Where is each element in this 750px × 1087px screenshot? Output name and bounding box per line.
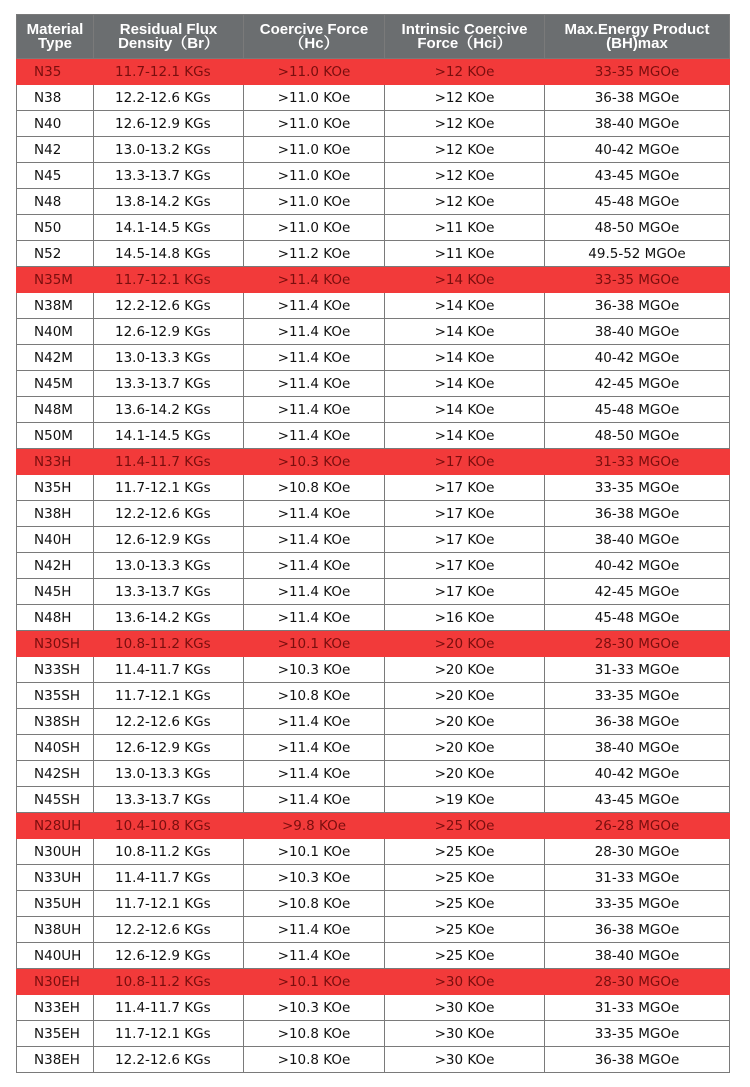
cell-coercive-force: >10.3 KOe (244, 657, 385, 683)
cell-residual-flux: 13.3-13.7 KGs (94, 787, 244, 813)
cell-material-type: N45H (17, 579, 94, 605)
table-row (17, 475, 730, 501)
cell-material-type: N30SH (17, 631, 94, 657)
cell-residual-flux: 12.2-12.6 KGs (94, 85, 244, 111)
cell-residual-flux: 13.6-14.2 KGs (94, 605, 244, 631)
cell-material-type: N50 (17, 215, 94, 241)
cell-residual-flux: 13.0-13.2 KGs (94, 137, 244, 163)
table-row (17, 1021, 730, 1047)
cell-coercive-force: >11.4 KOe (244, 293, 385, 319)
cell-intrinsic-coercive-force: >25 KOe (385, 917, 545, 943)
cell-max-energy-product: 48-50 MGOe (545, 215, 730, 241)
cell-residual-flux: 11.7-12.1 KGs (94, 1021, 244, 1047)
cell-max-energy-product: 42-45 MGOe (545, 579, 730, 605)
cell-intrinsic-coercive-force: >30 KOe (385, 1047, 545, 1073)
cell-max-energy-product: 26-28 MGOe (545, 813, 730, 839)
cell-coercive-force: >10.3 KOe (244, 449, 385, 475)
cell-material-type: N35EH (17, 1021, 94, 1047)
table-row (17, 943, 730, 969)
cell-intrinsic-coercive-force: >20 KOe (385, 709, 545, 735)
table-row (17, 683, 730, 709)
cell-intrinsic-coercive-force: >12 KOe (385, 111, 545, 137)
cell-residual-flux: 13.0-13.3 KGs (94, 553, 244, 579)
header-label-line2: （Hc） (289, 34, 339, 52)
table-row (17, 891, 730, 917)
table-row-highlighted (17, 267, 730, 293)
cell-intrinsic-coercive-force: >11 KOe (385, 215, 545, 241)
header-label-line2: (BH)max (606, 34, 668, 52)
header-label-line2: Density（Br） (118, 34, 219, 52)
cell-material-type: N38EH (17, 1047, 94, 1073)
cell-max-energy-product: 38-40 MGOe (545, 943, 730, 969)
header-label-line1: Intrinsic Coercive (401, 20, 528, 38)
cell-material-type: N42H (17, 553, 94, 579)
header-label-line1: Coercive Force (259, 20, 369, 38)
cell-coercive-force: >11.4 KOe (244, 423, 385, 449)
cell-coercive-force: >11.4 KOe (244, 761, 385, 787)
table-row (17, 163, 730, 189)
cell-max-energy-product: 33-35 MGOe (545, 59, 730, 85)
cell-intrinsic-coercive-force: >30 KOe (385, 995, 545, 1021)
cell-intrinsic-coercive-force: >12 KOe (385, 189, 545, 215)
cell-material-type: N30UH (17, 839, 94, 865)
cell-residual-flux: 12.6-12.9 KGs (94, 527, 244, 553)
cell-max-energy-product: 36-38 MGOe (545, 501, 730, 527)
cell-intrinsic-coercive-force: >30 KOe (385, 969, 545, 995)
cell-coercive-force: >11.4 KOe (244, 501, 385, 527)
cell-coercive-force: >11.4 KOe (244, 371, 385, 397)
cell-material-type: N40H (17, 527, 94, 553)
cell-coercive-force: >11.0 KOe (244, 111, 385, 137)
cell-coercive-force: >11.0 KOe (244, 215, 385, 241)
cell-residual-flux: 14.5-14.8 KGs (94, 241, 244, 267)
table-row-highlighted (17, 969, 730, 995)
cell-residual-flux: 13.6-14.2 KGs (94, 397, 244, 423)
cell-coercive-force: >11.4 KOe (244, 345, 385, 371)
cell-max-energy-product: 31-33 MGOe (545, 657, 730, 683)
cell-residual-flux: 10.8-11.2 KGs (94, 839, 244, 865)
table-row (17, 865, 730, 891)
table-row (17, 85, 730, 111)
header-row (17, 15, 730, 59)
cell-max-energy-product: 31-33 MGOe (545, 995, 730, 1021)
table-row (17, 215, 730, 241)
cell-material-type: N52 (17, 241, 94, 267)
cell-residual-flux: 12.2-12.6 KGs (94, 709, 244, 735)
cell-residual-flux: 13.3-13.7 KGs (94, 163, 244, 189)
cell-material-type: N40UH (17, 943, 94, 969)
cell-intrinsic-coercive-force: >20 KOe (385, 761, 545, 787)
cell-coercive-force: >11.4 KOe (244, 267, 385, 293)
cell-coercive-force: >11.0 KOe (244, 189, 385, 215)
table-row (17, 995, 730, 1021)
header-label-line2: Force（Hci） (417, 34, 512, 52)
cell-intrinsic-coercive-force: >14 KOe (385, 371, 545, 397)
cell-residual-flux: 11.7-12.1 KGs (94, 267, 244, 293)
cell-max-energy-product: 36-38 MGOe (545, 85, 730, 111)
cell-coercive-force: >11.0 KOe (244, 59, 385, 85)
cell-coercive-force: >11.4 KOe (244, 397, 385, 423)
cell-intrinsic-coercive-force: >20 KOe (385, 631, 545, 657)
cell-coercive-force: >10.3 KOe (244, 995, 385, 1021)
cell-max-energy-product: 42-45 MGOe (545, 371, 730, 397)
cell-material-type: N45 (17, 163, 94, 189)
cell-max-energy-product: 36-38 MGOe (545, 917, 730, 943)
header-material-type (17, 15, 94, 59)
cell-intrinsic-coercive-force: >17 KOe (385, 527, 545, 553)
cell-coercive-force: >11.4 KOe (244, 787, 385, 813)
table-row-highlighted (17, 631, 730, 657)
header-label-line1: Max.Energy Product (564, 20, 710, 38)
cell-residual-flux: 11.7-12.1 KGs (94, 59, 244, 85)
table-row (17, 241, 730, 267)
cell-residual-flux: 12.6-12.9 KGs (94, 111, 244, 137)
cell-intrinsic-coercive-force: >12 KOe (385, 163, 545, 189)
cell-material-type: N35 (17, 59, 94, 85)
table-row (17, 111, 730, 137)
cell-intrinsic-coercive-force: >16 KOe (385, 605, 545, 631)
cell-residual-flux: 11.4-11.7 KGs (94, 995, 244, 1021)
cell-max-energy-product: 45-48 MGOe (545, 189, 730, 215)
cell-intrinsic-coercive-force: >20 KOe (385, 683, 545, 709)
header-label-line1: Material (26, 20, 84, 38)
cell-max-energy-product: 38-40 MGOe (545, 527, 730, 553)
cell-material-type: N42SH (17, 761, 94, 787)
cell-coercive-force: >10.3 KOe (244, 865, 385, 891)
cell-residual-flux: 14.1-14.5 KGs (94, 215, 244, 241)
cell-residual-flux: 12.6-12.9 KGs (94, 319, 244, 345)
cell-max-energy-product: 31-33 MGOe (545, 865, 730, 891)
cell-residual-flux: 13.3-13.7 KGs (94, 371, 244, 397)
cell-material-type: N35H (17, 475, 94, 501)
table-row (17, 137, 730, 163)
cell-max-energy-product: 43-45 MGOe (545, 163, 730, 189)
magnet-grade-table (16, 14, 730, 1073)
header-label-line2: Type (38, 34, 72, 52)
cell-intrinsic-coercive-force: >30 KOe (385, 1021, 545, 1047)
cell-intrinsic-coercive-force: >25 KOe (385, 813, 545, 839)
cell-residual-flux: 12.6-12.9 KGs (94, 943, 244, 969)
cell-residual-flux: 11.4-11.7 KGs (94, 865, 244, 891)
table-row-highlighted (17, 449, 730, 475)
cell-material-type: N48H (17, 605, 94, 631)
cell-max-energy-product: 33-35 MGOe (545, 1021, 730, 1047)
cell-coercive-force: >11.4 KOe (244, 917, 385, 943)
cell-material-type: N50M (17, 423, 94, 449)
table-row (17, 605, 730, 631)
table-row (17, 1047, 730, 1073)
cell-max-energy-product: 28-30 MGOe (545, 969, 730, 995)
cell-coercive-force: >11.4 KOe (244, 605, 385, 631)
table-header (17, 15, 730, 59)
cell-residual-flux: 11.4-11.7 KGs (94, 449, 244, 475)
cell-residual-flux: 10.8-11.2 KGs (94, 631, 244, 657)
cell-max-energy-product: 28-30 MGOe (545, 839, 730, 865)
cell-max-energy-product: 36-38 MGOe (545, 1047, 730, 1073)
table-row (17, 319, 730, 345)
cell-coercive-force: >10.1 KOe (244, 839, 385, 865)
header-residual-flux-density (94, 15, 244, 59)
cell-max-energy-product: 28-30 MGOe (545, 631, 730, 657)
cell-coercive-force: >11.0 KOe (244, 85, 385, 111)
table-row (17, 839, 730, 865)
cell-residual-flux: 12.2-12.6 KGs (94, 293, 244, 319)
cell-material-type: N35UH (17, 891, 94, 917)
cell-material-type: N33UH (17, 865, 94, 891)
cell-residual-flux: 14.1-14.5 KGs (94, 423, 244, 449)
cell-max-energy-product: 36-38 MGOe (545, 709, 730, 735)
cell-max-energy-product: 33-35 MGOe (545, 891, 730, 917)
cell-max-energy-product: 45-48 MGOe (545, 605, 730, 631)
cell-coercive-force: >11.2 KOe (244, 241, 385, 267)
cell-max-energy-product: 33-35 MGOe (545, 475, 730, 501)
cell-residual-flux: 11.7-12.1 KGs (94, 891, 244, 917)
cell-max-energy-product: 48-50 MGOe (545, 423, 730, 449)
cell-material-type: N33EH (17, 995, 94, 1021)
cell-material-type: N42 (17, 137, 94, 163)
cell-material-type: N30EH (17, 969, 94, 995)
table-row (17, 761, 730, 787)
cell-material-type: N38SH (17, 709, 94, 735)
cell-coercive-force: >11.4 KOe (244, 527, 385, 553)
cell-material-type: N35SH (17, 683, 94, 709)
cell-intrinsic-coercive-force: >12 KOe (385, 85, 545, 111)
cell-material-type: N28UH (17, 813, 94, 839)
cell-max-energy-product: 38-40 MGOe (545, 111, 730, 137)
cell-residual-flux: 13.3-13.7 KGs (94, 579, 244, 605)
cell-material-type: N38 (17, 85, 94, 111)
cell-residual-flux: 10.4-10.8 KGs (94, 813, 244, 839)
cell-intrinsic-coercive-force: >14 KOe (385, 397, 545, 423)
cell-material-type: N38M (17, 293, 94, 319)
cell-coercive-force: >10.8 KOe (244, 1021, 385, 1047)
table-row (17, 709, 730, 735)
table-row-highlighted (17, 59, 730, 85)
cell-material-type: N48M (17, 397, 94, 423)
cell-residual-flux: 11.7-12.1 KGs (94, 683, 244, 709)
cell-intrinsic-coercive-force: >12 KOe (385, 59, 545, 85)
cell-coercive-force: >11.0 KOe (244, 163, 385, 189)
cell-intrinsic-coercive-force: >17 KOe (385, 553, 545, 579)
cell-max-energy-product: 31-33 MGOe (545, 449, 730, 475)
cell-intrinsic-coercive-force: >14 KOe (385, 293, 545, 319)
table-row (17, 397, 730, 423)
cell-coercive-force: >10.8 KOe (244, 475, 385, 501)
cell-material-type: N45M (17, 371, 94, 397)
table-row (17, 371, 730, 397)
table-row (17, 579, 730, 605)
cell-material-type: N38UH (17, 917, 94, 943)
table-row (17, 735, 730, 761)
cell-material-type: N38H (17, 501, 94, 527)
cell-residual-flux: 12.2-12.6 KGs (94, 917, 244, 943)
cell-material-type: N48 (17, 189, 94, 215)
cell-intrinsic-coercive-force: >25 KOe (385, 865, 545, 891)
cell-max-energy-product: 40-42 MGOe (545, 553, 730, 579)
cell-coercive-force: >10.1 KOe (244, 969, 385, 995)
table-row-highlighted (17, 813, 730, 839)
cell-residual-flux: 12.6-12.9 KGs (94, 735, 244, 761)
cell-coercive-force: >11.4 KOe (244, 709, 385, 735)
cell-intrinsic-coercive-force: >25 KOe (385, 839, 545, 865)
cell-intrinsic-coercive-force: >17 KOe (385, 475, 545, 501)
cell-residual-flux: 11.4-11.7 KGs (94, 657, 244, 683)
cell-material-type: N45SH (17, 787, 94, 813)
cell-residual-flux: 12.2-12.6 KGs (94, 1047, 244, 1073)
table-row (17, 345, 730, 371)
cell-material-type: N35M (17, 267, 94, 293)
table-row (17, 657, 730, 683)
cell-intrinsic-coercive-force: >25 KOe (385, 891, 545, 917)
cell-coercive-force: >10.8 KOe (244, 683, 385, 709)
cell-material-type: N40 (17, 111, 94, 137)
table-row (17, 787, 730, 813)
cell-intrinsic-coercive-force: >14 KOe (385, 267, 545, 293)
cell-intrinsic-coercive-force: >19 KOe (385, 787, 545, 813)
table-row (17, 501, 730, 527)
cell-intrinsic-coercive-force: >14 KOe (385, 345, 545, 371)
cell-material-type: N33H (17, 449, 94, 475)
cell-intrinsic-coercive-force: >20 KOe (385, 735, 545, 761)
cell-intrinsic-coercive-force: >14 KOe (385, 319, 545, 345)
cell-coercive-force: >11.4 KOe (244, 579, 385, 605)
table-row (17, 527, 730, 553)
cell-intrinsic-coercive-force: >17 KOe (385, 449, 545, 475)
cell-max-energy-product: 38-40 MGOe (545, 319, 730, 345)
cell-max-energy-product: 49.5-52 MGOe (545, 241, 730, 267)
header-intrinsic-coercive-force (385, 15, 545, 59)
cell-max-energy-product: 45-48 MGOe (545, 397, 730, 423)
cell-intrinsic-coercive-force: >17 KOe (385, 579, 545, 605)
cell-residual-flux: 12.2-12.6 KGs (94, 501, 244, 527)
cell-coercive-force: >10.8 KOe (244, 1047, 385, 1073)
table-row (17, 189, 730, 215)
cell-intrinsic-coercive-force: >25 KOe (385, 943, 545, 969)
table-row (17, 423, 730, 449)
cell-coercive-force: >10.8 KOe (244, 891, 385, 917)
table-row (17, 293, 730, 319)
cell-material-type: N40SH (17, 735, 94, 761)
cell-max-energy-product: 40-42 MGOe (545, 345, 730, 371)
cell-intrinsic-coercive-force: >11 KOe (385, 241, 545, 267)
cell-max-energy-product: 36-38 MGOe (545, 293, 730, 319)
cell-max-energy-product: 43-45 MGOe (545, 787, 730, 813)
table-body (17, 59, 730, 1073)
cell-coercive-force: >11.4 KOe (244, 735, 385, 761)
cell-max-energy-product: 40-42 MGOe (545, 137, 730, 163)
table-row (17, 553, 730, 579)
cell-intrinsic-coercive-force: >17 KOe (385, 501, 545, 527)
cell-residual-flux: 11.7-12.1 KGs (94, 475, 244, 501)
cell-max-energy-product: 33-35 MGOe (545, 267, 730, 293)
header-max-energy-product (545, 15, 730, 59)
cell-residual-flux: 13.0-13.3 KGs (94, 761, 244, 787)
cell-residual-flux: 13.8-14.2 KGs (94, 189, 244, 215)
cell-coercive-force: >11.4 KOe (244, 553, 385, 579)
cell-coercive-force: >11.4 KOe (244, 319, 385, 345)
header-coercive-force (244, 15, 385, 59)
cell-material-type: N42M (17, 345, 94, 371)
cell-intrinsic-coercive-force: >20 KOe (385, 657, 545, 683)
cell-max-energy-product: 40-42 MGOe (545, 761, 730, 787)
header-label-line1: Residual Flux (119, 20, 218, 38)
cell-material-type: N40M (17, 319, 94, 345)
cell-max-energy-product: 38-40 MGOe (545, 735, 730, 761)
cell-coercive-force: >10.1 KOe (244, 631, 385, 657)
cell-coercive-force: >9.8 KOe (244, 813, 385, 839)
cell-residual-flux: 10.8-11.2 KGs (94, 969, 244, 995)
cell-intrinsic-coercive-force: >14 KOe (385, 423, 545, 449)
cell-max-energy-product: 33-35 MGOe (545, 683, 730, 709)
cell-coercive-force: >11.4 KOe (244, 943, 385, 969)
cell-material-type: N33SH (17, 657, 94, 683)
cell-residual-flux: 13.0-13.3 KGs (94, 345, 244, 371)
cell-intrinsic-coercive-force: >12 KOe (385, 137, 545, 163)
cell-coercive-force: >11.0 KOe (244, 137, 385, 163)
table-row (17, 917, 730, 943)
